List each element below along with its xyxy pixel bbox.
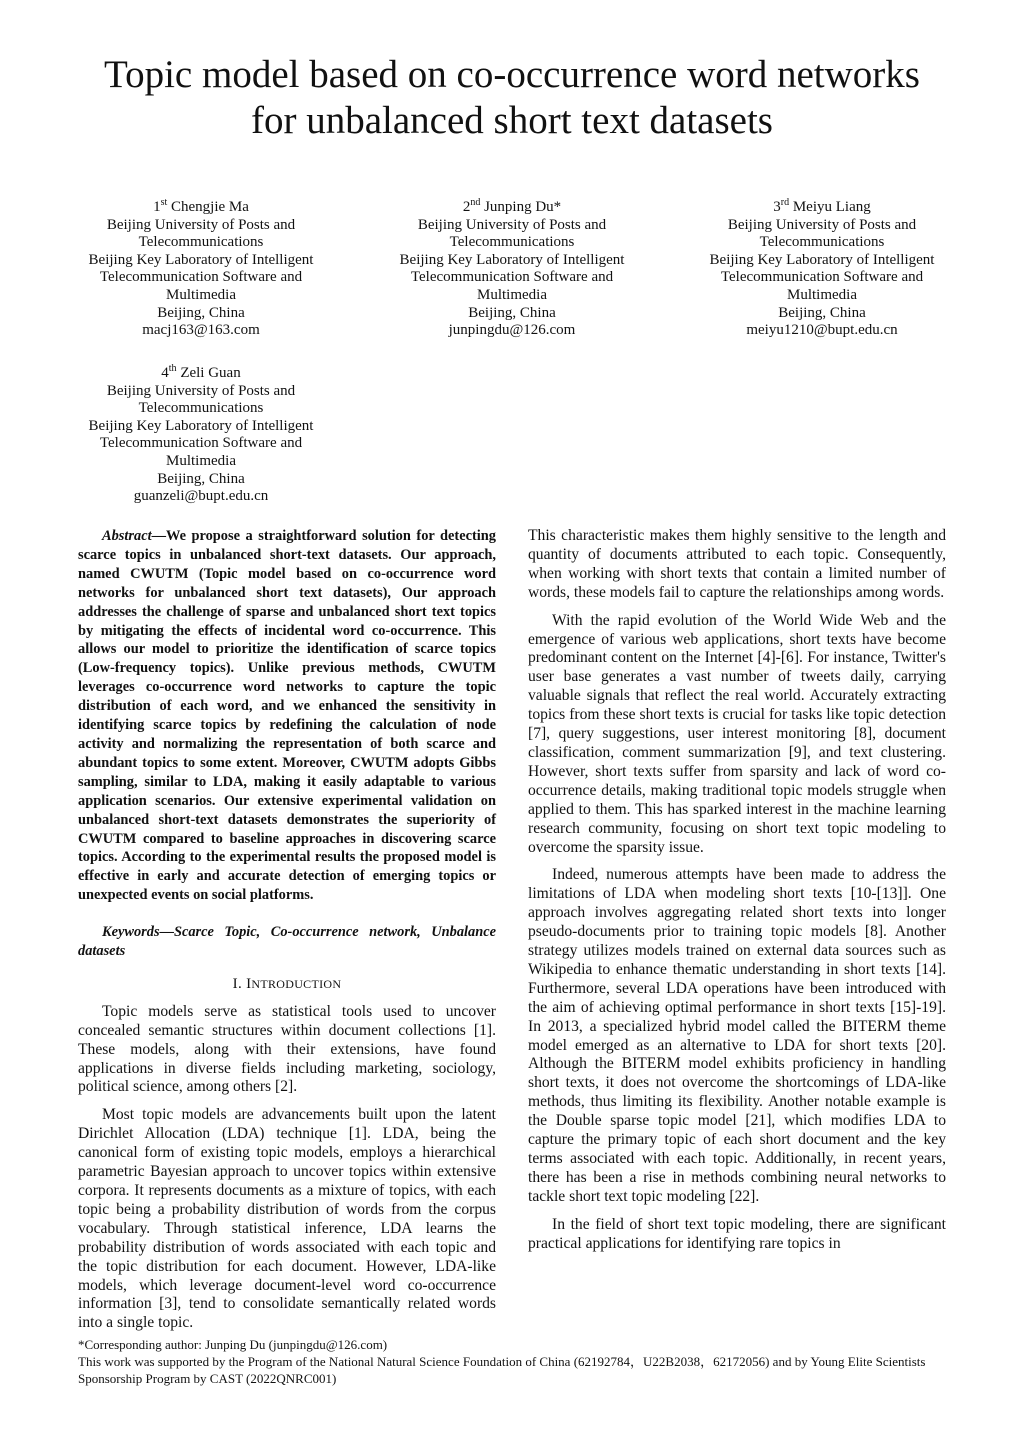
author-affiliation: Multimedia bbox=[477, 286, 547, 303]
author-affiliation: Multimedia bbox=[787, 286, 857, 303]
author-email: meiyu1210@bupt.edu.cn bbox=[746, 322, 898, 339]
author-block-3 bbox=[672, 199, 972, 340]
author-name-line bbox=[362, 199, 662, 217]
title-line-1: Topic model based on co-occurrence word networks bbox=[104, 53, 920, 96]
author-ordinal: 4 bbox=[161, 365, 169, 381]
author-name: Chengjie Ma bbox=[171, 199, 249, 215]
author-affiliation: Beijing Key Laboratory of Intelligent bbox=[709, 251, 935, 268]
author-city: Beijing, China bbox=[157, 470, 245, 487]
author-ordinal: 1 bbox=[153, 199, 161, 215]
author-affiliation: Multimedia bbox=[166, 286, 236, 303]
paragraph: This characteristic makes them highly sensitive to the length and quantity of documents attributed to each topic. Consequently, when working with short texts that contain a limited number of words, these models fail to capture the relationships among words. bbox=[528, 527, 946, 601]
author-email: junpingdu@126.com bbox=[448, 322, 576, 339]
corresponding-author-note: *Corresponding author: Junping Du (junpingdu@126.com) bbox=[78, 1337, 388, 1352]
paragraph: With the rapid evolution of the World Wide Web and the emergence of various web applications, short texts have become predominant content on the Internet [4]-[6]. For instance, Twitter's user base generates a vast number of tweets daily, carrying valuable signals that reflect the real world. Accurately extracting topics from these short texts is crucial for tasks like topic detection [7], query suggestions, user interest monitoring [8], document classification, comment summarization [9], and text clustering. However, short texts suffer from sparsity and lack of word co-occurrence details, making traditional topic models struggle when applied to them. This has sparked interest in the machine learning research community, focusing on short text topic modeling to overcome the sparsity issue. bbox=[528, 611, 946, 856]
author-affiliation: Beijing Key Laboratory of Intelligent bbox=[88, 417, 314, 434]
author-name: Meiyu Liang bbox=[792, 199, 871, 215]
author-block-4 bbox=[51, 365, 351, 506]
section-number: I. bbox=[232, 975, 243, 992]
author-name-line bbox=[672, 199, 972, 217]
author-block-1 bbox=[51, 199, 351, 340]
abstract bbox=[78, 527, 496, 905]
section-title-rest: NTRODUCTION bbox=[251, 976, 342, 991]
author-email: macj163@163.com bbox=[142, 322, 260, 339]
author-affiliation: Beijing Key Laboratory of Intelligent bbox=[88, 251, 314, 268]
author-name: Zeli Guan bbox=[180, 365, 241, 381]
author-name-line bbox=[51, 365, 351, 383]
author-affiliation: Multimedia bbox=[166, 452, 236, 469]
keywords: Keywords—Scarce Topic, Co-occurrence network, Unbalance datasets bbox=[78, 924, 496, 960]
author-name-line bbox=[51, 199, 351, 217]
author-affiliation: Telecommunications bbox=[138, 400, 264, 417]
paragraph: Indeed, numerous attempts have been made to address the limitations of LDA when modeling short texts [10-[13]]. One approach involves aggregating related short texts into longer pseudo-documents prior to training topic models [8]. Another strategy utilizes models trained on external data sources such as Wikipedia to enhance thematic understanding in short texts [14]. Furthermore, several LDA operations have been introduced with the aim of achieving optimal performance in short texts [15]-19]. In 2013, a specialized hybrid model called the BITERM theme model emerged as an alternative to LDA for short texts [20]. Although the BITERM model exhibits proficiency in handling short texts, it does not overcome the shortcomings of LDA-like methods, thus limiting its flexibility. Another notable example is the Double sparse topic model [21], which modifies LDA to capture the primary topic of each short document and the key terms associated with each topic. Additionally, in recent years, there has been a rise in methods combining neural networks to tackle short text topic modeling [22]. bbox=[528, 866, 946, 1205]
author-ordinal-suffix: nd bbox=[470, 197, 481, 208]
author-affiliation: Beijing University of Posts and bbox=[727, 216, 917, 233]
author-block-2 bbox=[362, 199, 662, 340]
right-column bbox=[528, 527, 946, 1254]
author-ordinal-suffix: rd bbox=[780, 197, 790, 208]
paragraph: In the field of short text topic modeling, there are significant practical applications for identifying rare topics in bbox=[528, 1215, 946, 1252]
author-city: Beijing, China bbox=[468, 304, 556, 321]
author-affiliation: Telecommunication Software and bbox=[99, 269, 303, 286]
abstract-label: Abstract bbox=[102, 528, 152, 544]
author-affiliation: Telecommunications bbox=[138, 234, 264, 251]
title-line-2: for unbalanced short text datasets bbox=[251, 99, 773, 142]
author-ordinal: 2 bbox=[462, 199, 471, 215]
section-title-initial: I bbox=[246, 975, 252, 992]
section-heading bbox=[78, 975, 496, 994]
author-affiliation: Telecommunications bbox=[759, 234, 885, 251]
author-affiliation: Beijing Key Laboratory of Intelligent bbox=[399, 251, 625, 268]
author-affiliation: Telecommunications bbox=[449, 234, 575, 251]
author-affiliation: Beijing University of Posts and bbox=[417, 216, 607, 233]
author-name: Junping Du* bbox=[484, 199, 562, 215]
author-city: Beijing, China bbox=[778, 304, 866, 321]
left-column bbox=[78, 527, 496, 1333]
author-ordinal-suffix: th bbox=[168, 363, 177, 374]
author-ordinal: 3 bbox=[773, 199, 781, 215]
paper-title bbox=[40, 52, 984, 144]
abstract-text: —We propose a straightforward solution for detecting scarce topics in unbalanced short-text datasets. Our approach, named CWUTM (Topic model based on co-occurrence word networks for unbalanced short text datasets), Our approach addresses the challenge of sparse and unbalanced short text topics by mitigating the effects of incidental word co-occurrence. This allows our model to prioritize the identification of scarce topics (Low-frequency topics). Unlike previous methods, CWUTM leverages co-occurrence word networks to capture the topic distribution of each word, and we enhanced the sensitivity in identifying scarce topics by redefining the calculation of node activity and normalizing the representation of both scarce and abundant topics to some extent. Moreover, CWUTM adopts Gibbs sampling, similar to LDA, making it easily adaptable to various application scenarios. Our extensive experimental validation on unbalanced short-text datasets demonstrates the superiority of CWUTM compared to baseline approaches in discovering scarce topics. According to the experimental results the proposed model is effective in early and accurate detection of emerging topics or unexpected events on social platforms. bbox=[78, 528, 496, 904]
paragraph: Topic models serve as statistical tools used to uncover concealed semantic structures within document collections [1]. These models, along with their extensions, have found applications in diverse fields including marketing, sociology, political science, among others [2]. bbox=[78, 1002, 496, 1096]
author-affiliation: Beijing University of Posts and bbox=[106, 216, 296, 233]
author-email: guanzeli@bupt.edu.cn bbox=[133, 488, 269, 505]
author-affiliation: Telecommunication Software and bbox=[410, 269, 614, 286]
author-affiliation: Telecommunication Software and bbox=[720, 269, 924, 286]
paragraph: Most topic models are advancements built upon the latent Dirichlet Allocation (LDA) technique [1]. LDA, being the canonical form of existing topic models, employs a hierarchical parametric Bayesian approach to uncover topics within extensive corpora. It represents documents as a mixture of topics, with each topic being a probability distribution of words from the corpus vocabulary. Through statistical inference, LDA learns the probability distribution of words associated with each topic and the topic distribution for each document. However, LDA-like models, which leverage document-level word co-occurrence information [3], tend to consolidate semantically related words into a single topic. bbox=[78, 1106, 496, 1332]
funding-note: This work was supported by the Program of the National Natural Science Foundation of China (62192784，U22B2038，62172056) and by Young Elite Scientists Sponsorship Program by CAST (2022QNRC001) bbox=[78, 1354, 926, 1386]
author-ordinal-suffix: st bbox=[160, 197, 168, 208]
author-affiliation: Beijing University of Posts and bbox=[106, 382, 296, 399]
author-affiliation: Telecommunication Software and bbox=[99, 435, 303, 452]
footnote bbox=[78, 1336, 958, 1387]
author-city: Beijing, China bbox=[157, 304, 245, 321]
